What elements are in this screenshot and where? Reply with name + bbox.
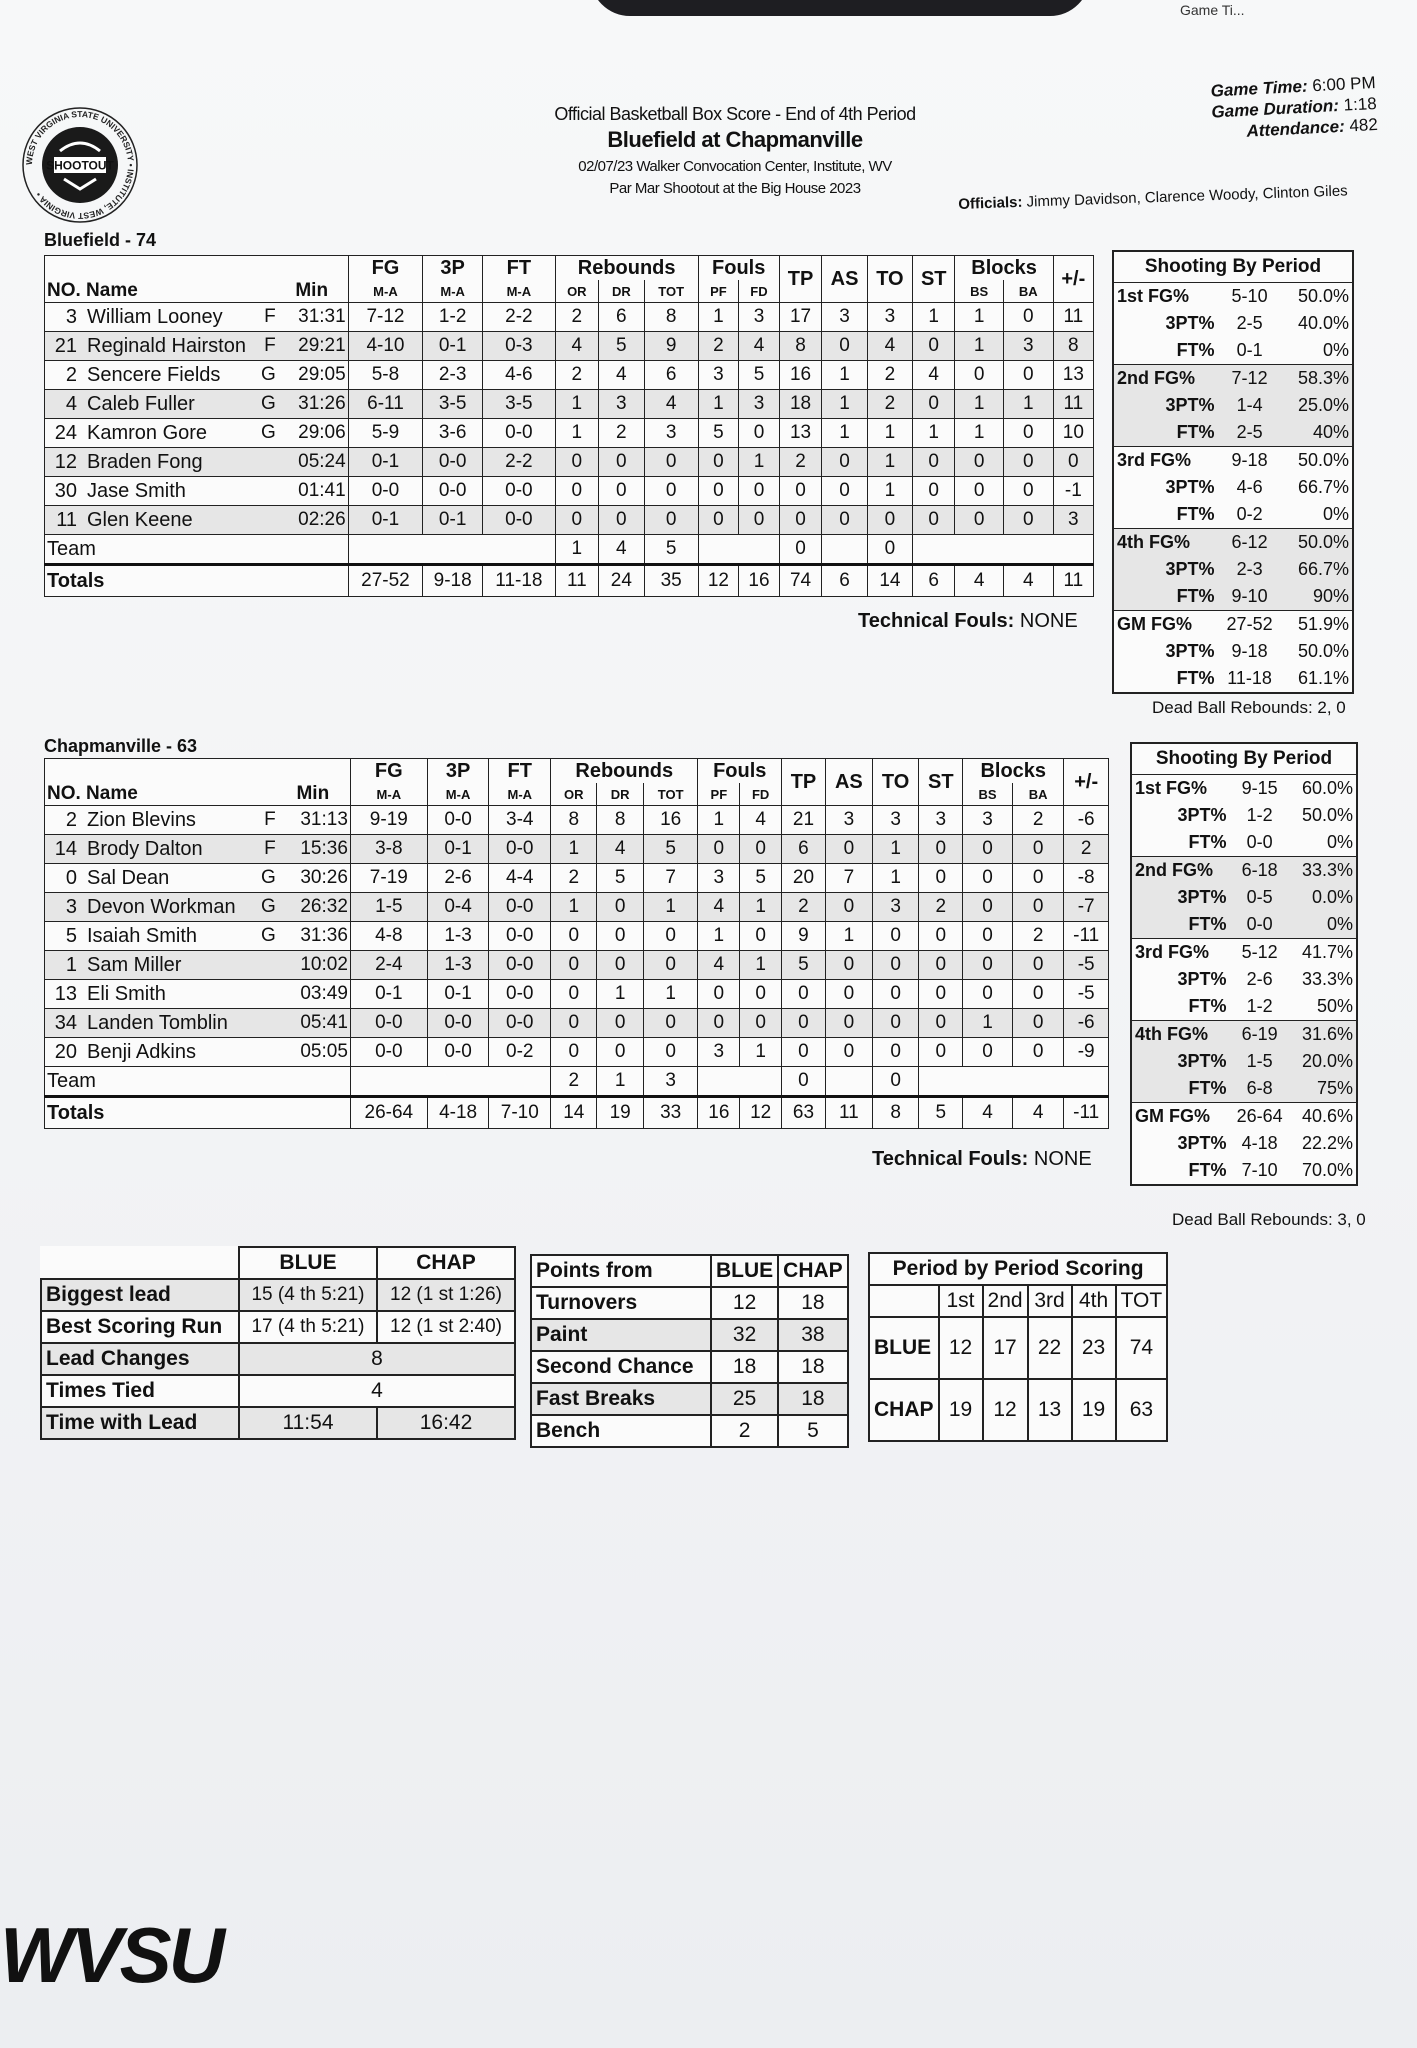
player-name: Sal Dean: [87, 866, 170, 889]
player-row: 2 Sencere Fields G 29:05 5-8 2-3 4-6 2 4 6 3 5 16 1 2 4 0 0 13: [45, 361, 1094, 390]
totals-row: Totals 26-64 4-18 7-10 14 19 33 16 12 63 11 8 5 4 4 -11: [45, 1097, 1109, 1129]
best-scoring-run-row: Best Scoring Run 17 (4 th 5:21) 12 (1 st 2:40): [41, 1311, 515, 1343]
clipboard-clip: [590, 0, 1090, 16]
period-shooting-row: 1st FG% 5-10 50.0%: [1117, 286, 1349, 306]
player-name: Brody Dalton: [87, 837, 203, 860]
col-header-ft: FT: [483, 256, 556, 281]
game-info: Game Time: 6:00 PM Game Duration: 1:18 Attendance: 482: [1210, 72, 1379, 141]
shootout-seal-logo: [20, 105, 140, 225]
player-number: 14: [54, 837, 77, 860]
player-number: 21: [54, 334, 77, 357]
col-header-blocks: Blocks: [955, 256, 1053, 281]
report-header: [520, 104, 950, 200]
col-header-fg: FG: [350, 759, 427, 784]
player-row: 34 Landen Tomblin 05:41 0-0 0-0 0-0 0 0 0 0 0 0 0 0 0 1 0 -6: [45, 1009, 1109, 1038]
officials: Officials: Jimmy Davidson, Clarence Woody, Clinton Giles: [958, 182, 1348, 213]
team-row: Team 1 4 5 0 0: [45, 535, 1094, 565]
points-header-chap: CHAP: [778, 1255, 848, 1287]
bluefield-dead-ball-rebounds: Dead Ball Rebounds: 2, 0: [1152, 698, 1346, 717]
period-shooting-row: 4th FG% 6-19 31.6%: [1131, 1021, 1357, 1049]
col-header-rebounds: Rebounds: [551, 759, 698, 784]
player-row: 1 Sam Miller 10:02 2-4 1-3 0-0 0 0 0 4 1 5 0 0 0 0 0 -5: [45, 951, 1109, 980]
report-title: Official Basketball Box Score - End of 4th Period: [554, 104, 916, 124]
col-header-min: Min: [276, 280, 348, 303]
period-shooting-row: GM FG% 27-52 51.9%: [1117, 614, 1349, 634]
period-shooting-row: 3PT% 1-4 25.0%: [1113, 392, 1353, 419]
col-header-fouls: Fouls: [698, 759, 782, 784]
player-name: Braden Fong: [87, 450, 203, 473]
date-venue: 02/07/23 Walker Convocation Center, Institute, WV: [578, 158, 892, 175]
player-number: 4: [65, 392, 77, 415]
chapmanville-technical-fouls: Technical Fouls: NONE: [872, 1148, 1092, 1170]
period-col-header: 2nd: [983, 1285, 1028, 1317]
game-time: 6:00 PM: [1311, 72, 1377, 96]
time-with-lead-row: Time with Lead 11:54 16:42: [41, 1407, 515, 1439]
period-shooting-row: FT% 2-5 40%: [1113, 419, 1353, 447]
period-shooting-row: 1st FG% 9-15 60.0%: [1135, 778, 1353, 798]
period-shooting-row: 3PT% 1-2 50.0%: [1177, 805, 1353, 825]
player-row: 21 Reginald Hairston F 29:21 4-10 0-1 0-3 4 5 9 2 4 8 0 4 0 1 3 8: [45, 332, 1094, 361]
col-header-blocks: Blocks: [963, 759, 1064, 784]
game-duration: 1:18: [1343, 93, 1378, 115]
period-shooting-row: FT% 1-2 50%: [1131, 993, 1357, 1021]
matchup-title: Bluefield at Chapmanville: [607, 127, 863, 152]
player-row: 3 Devon Workman G 26:32 1-5 0-4 0-0 1 0 1 4 1 2 0 3 2 0 0 -7: [45, 893, 1109, 922]
player-row: 4 Caleb Fuller G 31:26 6-11 3-5 3-5 1 3 4 1 3 18 1 2 0 1 1 11: [45, 390, 1094, 419]
col-header-three: 3P: [427, 759, 489, 784]
player-name: Sam Miller: [87, 953, 182, 976]
period-col-header: 3rd: [1028, 1285, 1072, 1317]
player-name: William Looney: [87, 305, 223, 328]
shooting-by-period-title: Shooting By Period: [1113, 251, 1353, 283]
wvsu-logo: WVSU: [0, 1911, 222, 1999]
player-name: Reginald Hairston: [87, 334, 246, 357]
player-number: 2: [65, 808, 77, 831]
player-number: 0: [65, 866, 77, 889]
points-from-row: Turnovers 12 18: [531, 1287, 848, 1319]
player-name: Benji Adkins: [87, 1040, 196, 1063]
player-number: 1: [65, 953, 77, 976]
period-scoring-title: Period by Period Scoring: [869, 1253, 1167, 1285]
points-header-blue: BLUE: [711, 1255, 778, 1287]
period-shooting-row: 3rd FG% 5-12 41.7%: [1135, 942, 1353, 962]
period-shooting-row: GM FG% 26-64 40.6%: [1135, 1106, 1353, 1126]
points-from-row: Paint 32 38: [531, 1319, 848, 1351]
period-col-header: TOT: [1116, 1285, 1168, 1317]
player-row: 20 Benji Adkins 05:05 0-0 0-0 0-2 0 0 0 3 1 0 0 0 0 0 0 -9: [45, 1038, 1109, 1067]
period-shooting-row: FT% 0-0 0%: [1131, 829, 1357, 857]
totals-row: Totals 27-52 9-18 11-18 11 24 35 12 16 74 6 14 6 4 4 11: [45, 565, 1094, 597]
period-shooting-row: FT% 0-2 0%: [1113, 501, 1353, 529]
period-shooting-row: 3PT% 1-5 20.0%: [1131, 1048, 1357, 1075]
player-name: Sencere Fields: [87, 363, 221, 386]
col-header-fouls: Fouls: [698, 256, 779, 281]
times-tied-row: Times Tied 4: [41, 1375, 515, 1407]
period-shooting-row: FT% 7-10 70.0%: [1131, 1157, 1357, 1185]
player-row: 12 Braden Fong 05:24 0-1 0-0 2-2 0 0 0 0 1 2 0 1 0 0 0 0: [45, 448, 1094, 477]
team-title-chapmanville: Chapmanville - 63: [44, 736, 198, 756]
leads-table: [40, 1246, 516, 1440]
attendance: 482: [1348, 114, 1379, 136]
underlying-sheet-note: Game Ti...: [1180, 2, 1245, 18]
player-name: Zion Blevins: [87, 808, 196, 831]
player-number: 34: [54, 1011, 77, 1034]
chapmanville-box-score: FG 3P FT Rebounds Fouls TP AS TO ST Blocks +/- NO. Name Min M-A M-A M-A OR DR TOT PF FD BS BA 2 Zion Blevins F 31:13 9-19 0-0 3-4 8 8 16 1 4 21 3 3 3 3 2 -6 14 Brody Dalton F 15:36 3-8 0-1 0-0 1 4 5 0 0 6 0 1 0 0 0 2 0 Sal Dean G 30:26 7-19 2-6 4-4 2 5 7 3 5 20 7 1 0 0 0 -8 3 Devon Workman G 26:32 1-5 0-4 0-0 1 0 1 4 1 2 0 3 2 0 0 -7 5 Isaiah Smith G 31:36 4-8 1-3 0-0 0 0 0 1 0 9 1 0 0 0 2 -11 1 Sam Miller 10:02 2-4 1-3 0-0 0 0 0 4 1 5 0 0 0 0 0 -5 13 Eli Smith 03:49 0-1 0-1 0-0 0 1 1 0 0 0 0 0 0 0 0 -5 34 Landen Tomblin 05:41 0-0 0-0 0-0 0 0 0 0 0 0 0 0 0 1 0 -6 20 Benji Adkins 05:05 0-0 0-0 0-2 0 0 0 3 1 0 0 0 0 0 0 -9 Team 2 1 3 0 0 Totals 26-64 4-18 7-10 14 19 33 16 12 63 11 8 5 4 4 -11: [44, 758, 1109, 1129]
shooting-by-period-title: Shooting By Period: [1131, 743, 1357, 775]
col-header-fg: FG: [348, 256, 423, 281]
period-shooting-row: 3PT% 0-5 0.0%: [1131, 884, 1357, 911]
bluefield-shooting-by-period: [1112, 250, 1354, 694]
points-from-row: Fast Breaks 25 18: [531, 1383, 848, 1415]
player-number: 3: [65, 305, 77, 328]
col-header-st: ST: [912, 256, 955, 303]
player-number: 24: [54, 421, 77, 444]
team-row: Team 2 1 3 0 0: [45, 1067, 1109, 1097]
col-header-no-name: NO. Name: [45, 280, 276, 303]
player-row: 3 William Looney F 31:31 7-12 1-2 2-2 2 6 8 1 3 17 3 3 1 1 0 11: [45, 303, 1094, 332]
period-shooting-row: 2nd FG% 6-18 33.3%: [1131, 857, 1357, 885]
period-shooting-row: 3PT% 4-18 22.2%: [1177, 1133, 1353, 1153]
col-header-st: ST: [919, 759, 963, 806]
points-from-table: [530, 1254, 849, 1448]
player-name: Jase Smith: [87, 479, 186, 502]
period-shooting-row: FT% 9-10 90%: [1113, 583, 1353, 611]
svg-text:WEST VIRGINIA STATE UNIVERSITY: WEST VIRGINIA STATE UNIVERSITY • INSTITUTE, WEST VIRGINIA •: [23, 108, 137, 222]
col-header-tp: TP: [779, 256, 822, 303]
svg-text:SHOOTOUT: SHOOTOUT: [46, 158, 114, 173]
bluefield-technical-fouls: Technical Fouls: NONE: [858, 610, 1078, 632]
col-header-to: TO: [872, 759, 918, 806]
period-shooting-row: FT% 0-1 0%: [1113, 337, 1353, 365]
chapmanville-dead-ball-rebounds: Dead Ball Rebounds: 3, 0: [1172, 1210, 1366, 1229]
player-name: Landen Tomblin: [87, 1011, 228, 1034]
period-shooting-row: 3PT% 4-6 66.7%: [1165, 477, 1349, 497]
period-scoring-row: BLUE 12 17 22 23 74: [869, 1317, 1167, 1379]
lead-changes-row: Lead Changes 8: [41, 1343, 515, 1375]
points-from-header: Points from: [531, 1255, 711, 1287]
period-col-header: 4th: [1072, 1285, 1116, 1317]
col-header-to: TO: [867, 256, 912, 303]
points-from-row: Bench 2 5: [531, 1415, 848, 1447]
col-header-min: Min: [276, 783, 351, 806]
event-name: Par Mar Shootout at the Big House 2023: [609, 180, 861, 197]
player-row: 0 Sal Dean G 30:26 7-19 2-6 4-4 2 5 7 3 5 20 7 1 0 0 0 -8: [45, 864, 1109, 893]
period-shooting-row: 3PT% 2-5 40.0%: [1165, 313, 1349, 333]
biggest-lead-row: Biggest lead 15 (4 th 5:21) 12 (1 st 1:26): [41, 1279, 515, 1311]
period-shooting-row: 2nd FG% 7-12 58.3%: [1113, 365, 1353, 393]
col-header-three: 3P: [423, 256, 483, 281]
player-name: Eli Smith: [87, 982, 166, 1005]
player-name: Caleb Fuller: [87, 392, 195, 415]
period-scoring-row: CHAP 19 12 13 19 63: [869, 1379, 1167, 1441]
period-scoring-table: [868, 1252, 1168, 1442]
period-shooting-row: FT% 0-0 0%: [1131, 911, 1357, 939]
player-row: 13 Eli Smith 03:49 0-1 0-1 0-0 0 1 1 0 0 0 0 0 0 0 0 -5: [45, 980, 1109, 1009]
player-name: Kamron Gore: [87, 421, 208, 444]
team-title-bluefield: Bluefield - 74: [44, 230, 157, 250]
chapmanville-shooting-by-period: [1130, 742, 1358, 1186]
period-col-header: 1st: [939, 1285, 983, 1317]
player-row: 2 Zion Blevins F 31:13 9-19 0-0 3-4 8 8 16 1 4 21 3 3 3 3 2 -6: [45, 806, 1109, 835]
player-number: 3: [65, 895, 77, 918]
player-number: 11: [56, 508, 77, 531]
player-row: 5 Isaiah Smith G 31:36 4-8 1-3 0-0 0 0 0 1 0 9 1 0 0 0 2 -11: [45, 922, 1109, 951]
leads-header-blue: BLUE: [239, 1247, 377, 1279]
player-number: 12: [54, 450, 77, 473]
col-header-no-name: NO. Name: [45, 783, 276, 806]
period-shooting-row: 3PT% 2-6 33.3%: [1177, 969, 1353, 989]
player-name: Devon Workman: [87, 895, 236, 918]
player-number: 2: [65, 363, 77, 386]
points-from-row: Second Chance 18 18: [531, 1351, 848, 1383]
period-shooting-row: FT% 6-8 75%: [1131, 1075, 1357, 1103]
col-header-pm: +/-: [1053, 256, 1093, 303]
col-header-as: AS: [822, 256, 868, 303]
player-number: 30: [54, 479, 77, 502]
player-row: 24 Kamron Gore G 29:06 5-9 3-6 0-0 1 2 3 5 0 13 1 1 1 1 0 10: [45, 419, 1094, 448]
leads-header-chap: CHAP: [377, 1247, 515, 1279]
period-shooting-row: 3PT% 2-3 66.7%: [1113, 556, 1353, 583]
period-shooting-row: 3rd FG% 9-18 50.0%: [1117, 450, 1349, 470]
player-name: Glen Keene: [87, 508, 193, 531]
col-header-rebounds: Rebounds: [555, 256, 698, 281]
col-header-tp: TP: [782, 759, 826, 806]
period-shooting-row: 4th FG% 6-12 50.0%: [1113, 529, 1353, 557]
player-row: 30 Jase Smith 01:41 0-0 0-0 0-0 0 0 0 0 0 0 0 1 0 0 0 -1: [45, 477, 1094, 506]
player-number: 5: [65, 924, 77, 947]
player-row: 11 Glen Keene 02:26 0-1 0-1 0-0 0 0 0 0 0 0 0 0 0 0 0 3: [45, 506, 1094, 535]
col-header-pm: +/-: [1064, 759, 1109, 806]
player-number: 20: [54, 1040, 77, 1063]
player-number: 13: [54, 982, 77, 1005]
player-row: 14 Brody Dalton F 15:36 3-8 0-1 0-0 1 4 5 0 0 6 0 1 0 0 0 2: [45, 835, 1109, 864]
player-name: Isaiah Smith: [87, 924, 198, 947]
period-shooting-row: 3PT% 9-18 50.0%: [1165, 641, 1349, 661]
period-shooting-row: FT% 11-18 61.1%: [1113, 665, 1353, 693]
bluefield-box-score: FG 3P FT Rebounds Fouls TP AS TO ST Blocks +/- NO. Name Min M-A M-A M-A OR DR TOT PF FD BS BA 3 William Looney F 31:31 7-12 1-2 2-2 2 6 8 1 3 17 3 3 1 1 0 11 21 Reginald Hairston F 29:21 4-10 0-1 0-3 4 5 9 2 4 8 0 4 0 1 3 8 2 Sencere Fields G 29:05 5-8 2-3 4-6 2 4 6 3 5 16 1 2 4 0 0 13 4 Caleb Fuller G 31:26 6-11 3-5 3-5 1 3 4 1 3 18 1 2 0 1 1 11 24 Kamron Gore G 29:06 5-9 3-6 0-0 1 2 3 5 0 13 1 1 1 1 0 10 12 Braden Fong 05:24 0-1 0-0 2-2 0 0 0 0 1 2 0 1 0 0 0 0 30 Jase Smith 01:41 0-0 0-0 0-0 0 0 0 0 0 0 0 1 0 0 0 -1 11 Glen Keene 02:26 0-1 0-1 0-0 0 0 0 0 0 0 0 0 0 0 0 3 Team 1 4 5 0 0 Totals 27-52 9-18 11-18 11 24 35 12 16 74 6 14 6 4 4 11: [44, 255, 1094, 597]
col-header-as: AS: [825, 759, 872, 806]
col-header-ft: FT: [489, 759, 551, 784]
